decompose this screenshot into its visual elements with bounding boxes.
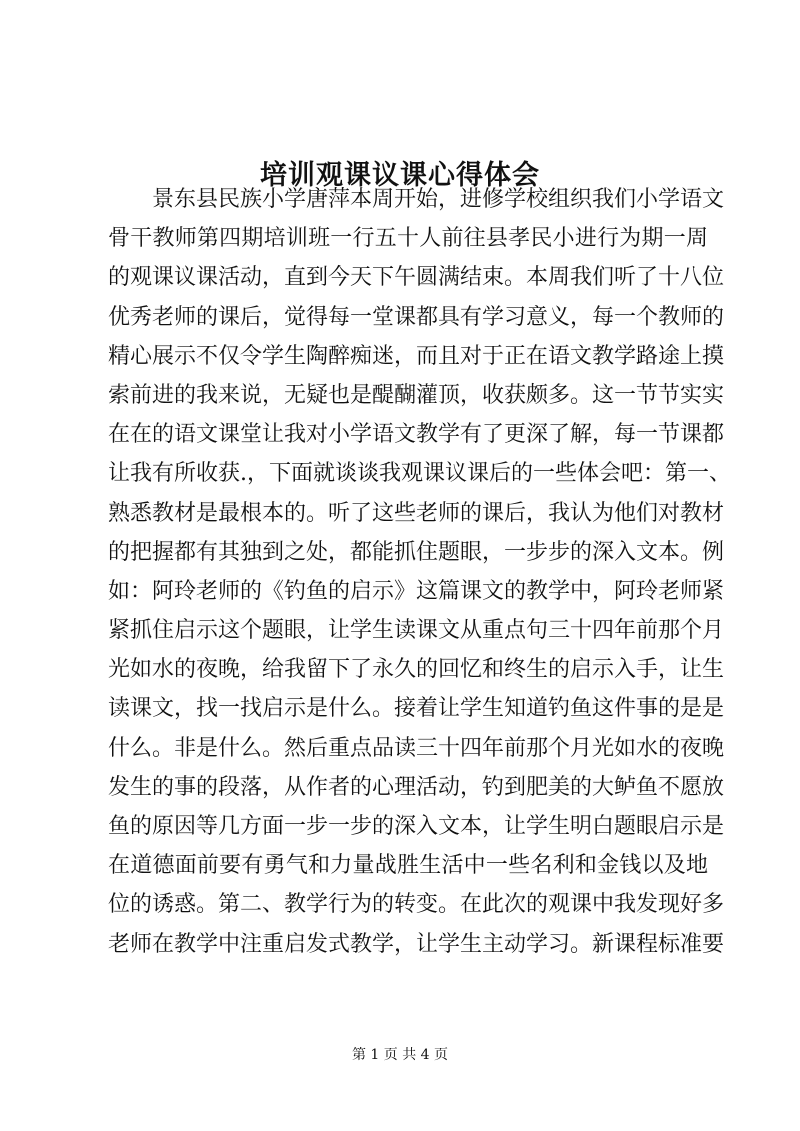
body-line: 骨干教师第四期培训班一行五十人前往县孝民小进行为期一周 [108, 226, 708, 252]
body-line: 在在的语文课堂让我对小学语文教学有了更深了解，每一节课都 [108, 422, 725, 448]
page-footer: 第 1 页 共 4 页 [351, 1047, 449, 1063]
body-line: 让我有所收获.，下面就谈谈我观课议课后的一些体会吧：第一、 [108, 461, 731, 487]
body-line: 什么。非是什么。然后重点品读三十四年前那个月光如水的夜晚 [108, 735, 725, 761]
body-line: 位的诱惑。第二、教学行为的转变。在此次的观课中我发现好多 [108, 892, 725, 918]
body-line: 熟悉教材是最根本的。听了这些老师的课后，我认为他们对教材 [108, 500, 725, 526]
document-body [108, 180, 731, 964]
body-line: 发生的事的段落，从作者的心理活动，钓到肥美的大鲈鱼不愿放 [108, 774, 725, 800]
body-line: 索前进的我来说，无疑也是醍醐灌顶，收获颇多。这一节节实实 [108, 382, 725, 408]
body-line: 景东县民族小学唐萍本周开始，进修学校组织我们小学语文 [152, 187, 725, 212]
body-line: 紧抓住启示这个题眼，让学生读课文从重点句三十四年前那个月 [108, 618, 725, 644]
body-line: 光如水的夜晚，给我留下了永久的回忆和终生的启示入手，让生 [108, 657, 725, 683]
body-line: 读课文，找一找启示是什么。接着让学生知道钓鱼这件事的是是 [108, 696, 725, 722]
body-line: 鱼的原因等几方面一步一步的深入文本，让学生明白题眼启示是 [108, 814, 725, 839]
body-line: 优秀老师的课后，觉得每一堂课都具有学习意义，每一个教师的 [108, 304, 725, 330]
body-line: 精心展示不仅令学生陶醉痴迷，而且对于正在语文教学路途上摸 [108, 343, 725, 369]
body-line: 在道德面前要有勇气和力量战胜生活中一些名利和金钱以及地 [108, 853, 708, 879]
body-line: 的观课议课活动，直到今天下午圆满结束。本周我们听了十八位 [108, 265, 725, 291]
document-title: 培训观课议课心得体会 [260, 160, 540, 192]
body-line: 如：阿玲老师的《钓鱼的启示》这篇课文的教学中，阿玲老师紧 [108, 578, 725, 604]
body-line: 的把握都有其独到之处，都能抓住题眼，一步步的深入文本。例 [108, 539, 725, 565]
body-line: 老师在教学中注重启发式教学，让学生主动学习。新课程标准要 [108, 931, 725, 957]
